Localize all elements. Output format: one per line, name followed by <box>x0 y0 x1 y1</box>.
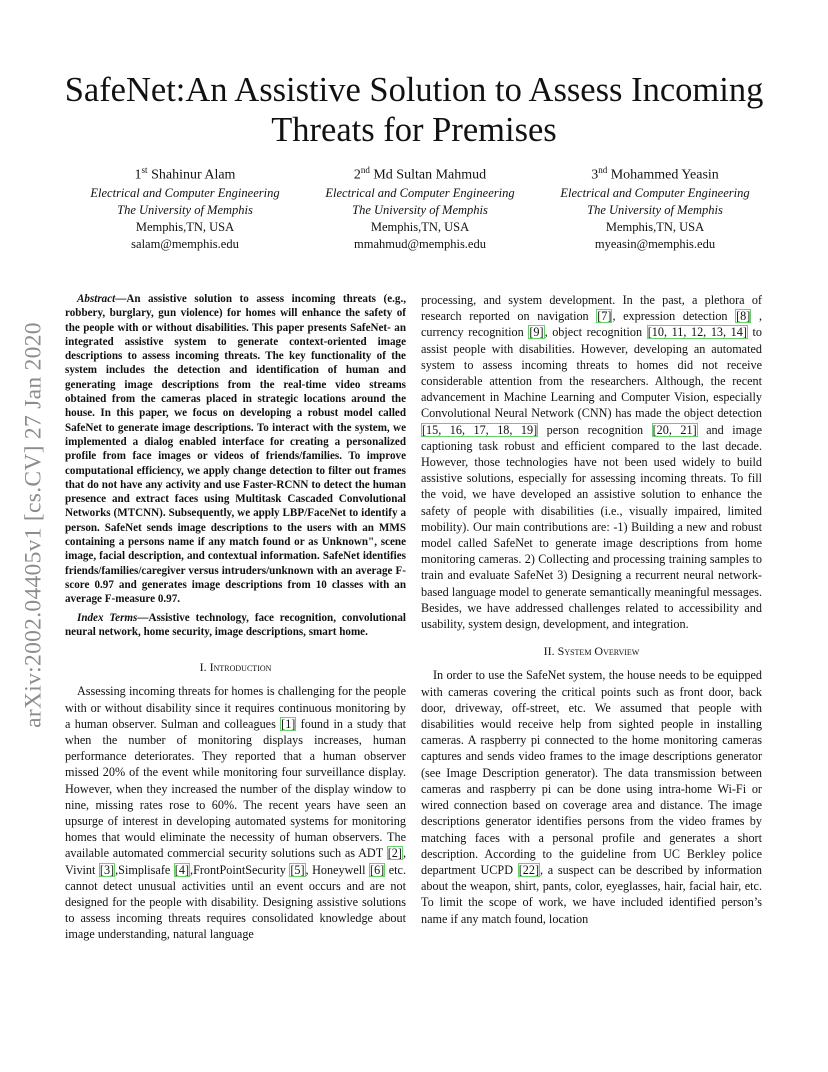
citation-link[interactable]: [3] <box>99 862 115 877</box>
citation-link[interactable]: [1] <box>281 716 296 731</box>
citation-link[interactable]: [4] <box>174 862 190 877</box>
author-1: 1st Shahinur Alam Electrical and Computer Engineering The University of Memphis Memphis,TN, USA salam@memphis.edu <box>80 162 290 253</box>
author-block <box>80 162 760 253</box>
author-email[interactable]: myeasin@memphis.edu <box>594 236 716 251</box>
author-3: 3nd Mohammed Yeasin Electrical and Computer Engineering The University of Memphis Memphis,TN, USA myeasin@memphis.edu <box>550 162 760 253</box>
citation-link[interactable]: [7] <box>597 309 612 324</box>
citation-link[interactable]: [15, 16, 17, 18, 19] <box>422 422 538 437</box>
arxiv-watermark: arXiv:2002.04405v1 [cs.CV] 27 Jan 2020 <box>20 322 47 728</box>
citation-link[interactable]: [10, 11, 12, 13, 14] <box>647 325 747 340</box>
section-heading-introduction: I. Introduction <box>199 660 272 675</box>
author-email[interactable]: mmahmud@memphis.edu <box>354 236 486 251</box>
citation-link[interactable]: [20, 21] <box>652 422 697 437</box>
author-email[interactable]: salam@memphis.edu <box>131 236 239 251</box>
abstract: Abstract—An assistive solution to assess incoming threats (e.g., robbery, burglary, gun violence) for homes will enhance the safety of the people with or without disabilities. This paper presents SafeNet- an integrated assistive system to generate context-oriented image descriptions to assess incoming threats. The key functionality of the system includes the detection and identification of human and generating image descriptions from the real-time video streams obtained from the cameras placed in strategic locations around the house. In this paper, we focus on developing a robust model called SafeNet to generate image descriptions. To interact with the system, we implemented a dialog enabled interface for creating a personalized profile from face images or videos of friends/families. To improve computational efficiency, we apply change detection to filter out frames that do not have any activity and use Faster-RCNN to detect the human presence and extract faces using Multitask Cascaded Convolutional Networks (MTCNN). Subsequently, we apply LBP/FaceNet to identify a person. SafeNet sends image descriptions to the users with an MMS containing a persons name if any match found or as Unknown", scene image, facial description, and contextual information. SafeNet identifies friends/families/caregiver versus intruders/unknown with an average F-score 0.97 and generates image descriptions from 10 classes with an average F-measure 0.97. <box>65 293 406 606</box>
index-terms: Index Terms—Assistive technology, face recognition, convolutional neural network, home security, image descriptions, smart home. <box>65 611 406 638</box>
citation-link[interactable]: [22] <box>518 862 540 877</box>
citation-link[interactable]: [5] <box>290 862 305 877</box>
section-heading-system-overview: II. System Overview <box>543 644 640 659</box>
left-column <box>65 292 406 943</box>
introduction-continued: processing, and system development. In the past, a plethora of research reported on navigation [7], expression detection [8] , currency recognition [9], object recognition [10, 11, 12, 13, 14] to assist people with disabilities. However, developing an automated system to assess incoming threats to homes did not receive considerable attention from the researchers. Although, the recent advancement in Machine Learning and Computer Vision, especially Convolutional Neural Network (CNN) has made the object detection [15, 16, 17, 18, 19] person recognition [20, 21] and image captioning task robust and efficient compared to the last decade. However, those technologies have not been used widely to build assistive solutions, especially for assessing incoming threats. To fill the void, we have developed an assistive solution to enhance the safety of people with disabilities (i.e., visually impaired, limited mobility). Our main contributions are: -1) Building a new and robust model called SafeNet to generate image descriptions from home monitoring cameras. 2) Collecting and processing training samples to train and evaluate SafeNet 3) Designing a recurrent neural network-based language model to generate semantically meaningful messages. Besides, we have addressed challenges related to accessibility and usability, system design, development, and integration. <box>421 293 762 632</box>
system-overview-paragraph: In order to use the SafeNet system, the house needs to be equipped with cameras covering the critical points such as front door, back door, driveway, off-street, etc. We assumed that people with disabilities would receive help from sighted people in installing cameras. A raspberry pi connected to the home monitoring cameras captures and sends video frames to the image descriptions generator (see Image Description generator). The data transmission between cameras and raspberry pi can be done using intra-home Wi-Fi or wired connection based on coverage area and distance. The image descriptions generator identifies persons from the video frames by matching faces with a personal profile and generates a short description. According to the guideline from UC Berkley police department UCPD [22], a suspect can be described by information about the weapon, shirt, pants, color, eyeglasses, hair, facial hair, etc. To limit the scope of work, we have included identified person’s name if any match found, location <box>421 668 762 926</box>
author-2: 2nd Md Sultan Mahmud Electrical and Computer Engineering The University of Memphis Memphis,TN, USA mmahmud@memphis.edu <box>315 162 525 253</box>
right-column <box>421 292 762 927</box>
citation-link[interactable]: [2] <box>387 846 402 861</box>
citation-link[interactable]: [6] <box>370 862 385 877</box>
paper-title: SafeNet:An Assistive Solution to Assess Incoming Threats for Premises <box>64 71 764 149</box>
citation-link[interactable]: [9] <box>529 325 544 340</box>
introduction-paragraph: Assessing incoming threats for homes is challenging for the people with or without disability since it requires continuous monitoring by a human observer. Sulman and colleagues [1] found in a study that when the number of monitoring displays increases, human performance deteriorates. They reported that a human observer missed 20% of the event while monitoring four surveillance display. However, when they increased the number of the display window to nine, missing rates rose to 60%. The recent years have seen an upsurge of interest in developing automated systems for monitoring homes that would eliminate the necessity of human observers. The available automated commercial security solutions such as ADT [2], Vivint [3],Simplisafe [4],FrontPointSecurity [5], Honeywell [6] etc. cannot detect unusual activities until an event occurs and are not designed for the people with disability. Designing assistive solutions to assess incoming threats requires consolidated knowledge about image understanding, natural language <box>65 684 406 942</box>
citation-link[interactable]: [8] <box>736 309 751 324</box>
